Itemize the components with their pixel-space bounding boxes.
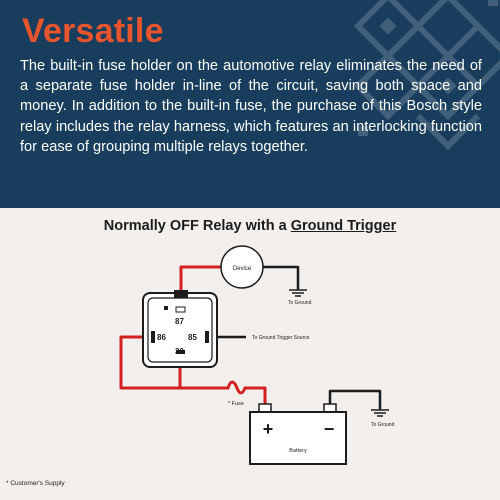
ground-symbol-device xyxy=(289,290,307,296)
fuse-label: * Fuse xyxy=(228,401,244,407)
pin-87-label: 87 xyxy=(175,317,184,326)
info-banner xyxy=(0,0,500,208)
wire-device-to-ground xyxy=(262,267,298,290)
ground-symbol-battery xyxy=(371,410,389,416)
ground-trigger-label: To Ground Trigger Source xyxy=(252,335,310,341)
pin-85-label: 85 xyxy=(188,333,197,342)
pin-86-label: 86 xyxy=(157,333,166,342)
diagram-title-prefix: Normally OFF Relay with a xyxy=(103,218,291,234)
to-ground-device-label: To Ground xyxy=(288,300,312,306)
battery-negative-label: − xyxy=(323,419,335,439)
battery-positive-label: + xyxy=(262,419,274,439)
diagram-title-underlined: Ground Trigger xyxy=(290,218,397,234)
pin-30-label: 30 xyxy=(175,347,184,356)
relay-wiring-diagram xyxy=(0,208,500,500)
footnote: * Customer's Supply xyxy=(6,480,65,487)
headline: Versatile xyxy=(22,12,164,50)
fuse-wire-icon xyxy=(228,382,245,393)
device-label: Device xyxy=(232,266,252,272)
to-ground-battery-label: To Ground xyxy=(371,422,395,428)
description-text: The built-in fuse holder on the automotive relay eliminates the need of a separate fuse holder in-line of the circuit, saving both space and money. In addition to the built-in fuse, the purchase of this Bosch style relay includes the relay harness, which features an interlocking function for ease of grouping multiple relays together. xyxy=(20,58,482,155)
wire-fuse-to-battery xyxy=(245,388,265,405)
wire-battery-negative-to-ground xyxy=(330,391,380,410)
wire-device-to-87 xyxy=(181,267,222,290)
battery-label: Battery xyxy=(289,448,307,454)
